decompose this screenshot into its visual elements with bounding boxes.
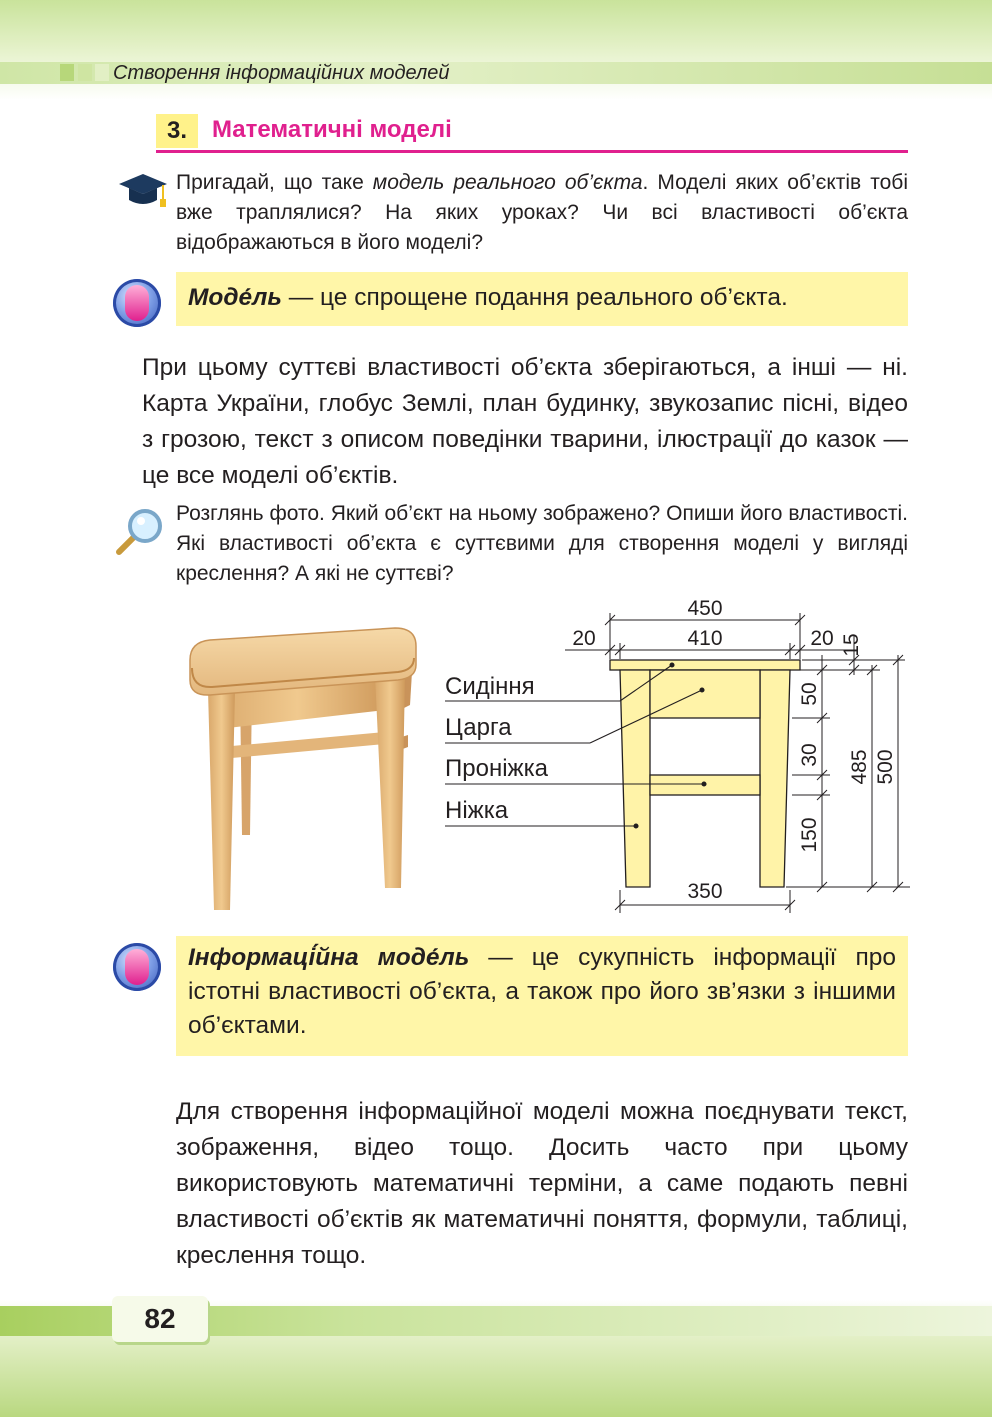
dim-total-height: 500 [874,749,897,785]
magnifier-icon [113,506,165,563]
stool-drawing [440,595,910,930]
header-square [95,64,109,81]
drawing-leg [620,670,650,887]
dim-rail-height: 50 [798,682,821,706]
section-rule [156,150,908,153]
label-seat: Сидіння [445,673,535,700]
recall-question [176,168,908,258]
section-title: Математичні моделі [212,116,452,143]
exclamation-icon [113,943,161,991]
dim-overhang-left: 20 [572,627,596,650]
dim-total-width: 450 [687,597,723,620]
recall-italic-term: модель реального об’єкта [372,171,643,194]
header-square [78,64,92,81]
drawing-rail [650,670,760,718]
label-rail: Царга [445,714,512,741]
definition-term: Моде́ль [188,284,282,311]
header-band [0,0,992,100]
definition-text: — це спрощене подання реального об’єкта. [281,284,788,311]
dim-leg-span: 350 [687,880,723,903]
stool-photo [180,620,420,920]
dim-inner-width: 410 [687,627,723,650]
look-question: Розглянь фото. Який об’єкт на ньому зображено? Опиши його властивості. Які властивості об’єкта є суттєвими для створення моделі у вигляді креслення? А які не суттєві? [176,502,908,585]
model-definition [188,281,900,315]
dim-stretcher-height: 30 [798,743,821,767]
definition-term: Інформаці́йна моде́ль [188,944,470,971]
exclamation-icon [113,279,161,327]
body-paragraph: Для створення інформаційної моделі можна поєднувати текст, зображення, відео тощо. Досить часто при цьому використовують математичні терміни, а саме подають певні властивості об’єктів як математичні поняття, формули, таблиці, креслення тощо. [176,1098,908,1269]
label-stretcher: Проніжка [445,755,548,782]
recall-text-start: Пригадай, що таке [176,171,373,194]
dim-seat-thickness: 15 [840,633,863,657]
body-paragraph: При цьому суттєві властивості об’єкта зберігаються, а інші — ні. Карта України, глобус Землі, план будинку, звукозапис пісні, відео з грозою, текст з описом поведінки тварини, ілюстрації до казок — це все моделі об’єктів. [142,354,908,489]
drawing-seat [610,660,800,670]
dim-stretcher-from-floor: 150 [798,817,821,853]
recall-text-end: . Моделі яких об’єктів тобі вже траплялися? На яких уроках? Чи всі властивості об’єкта відображаються в його моделі? [176,171,908,254]
information-model-definition [188,941,896,1043]
drawing-leg [760,670,790,887]
page-number: 82 [144,1303,176,1334]
header-square [60,64,74,81]
dim-overhang-right: 20 [810,627,834,650]
section-number: 3. [156,114,198,148]
definition-text: — це сукупність інформації про істотні властивості об’єкта, а також про його зв’язки з іншими об’єктами. [188,944,896,1039]
label-leg: Ніжка [445,797,509,824]
graduation-cap-icon [117,172,169,217]
dim-leg-height: 485 [848,749,871,785]
running-head: Створення інформаційних моделей [113,62,450,84]
